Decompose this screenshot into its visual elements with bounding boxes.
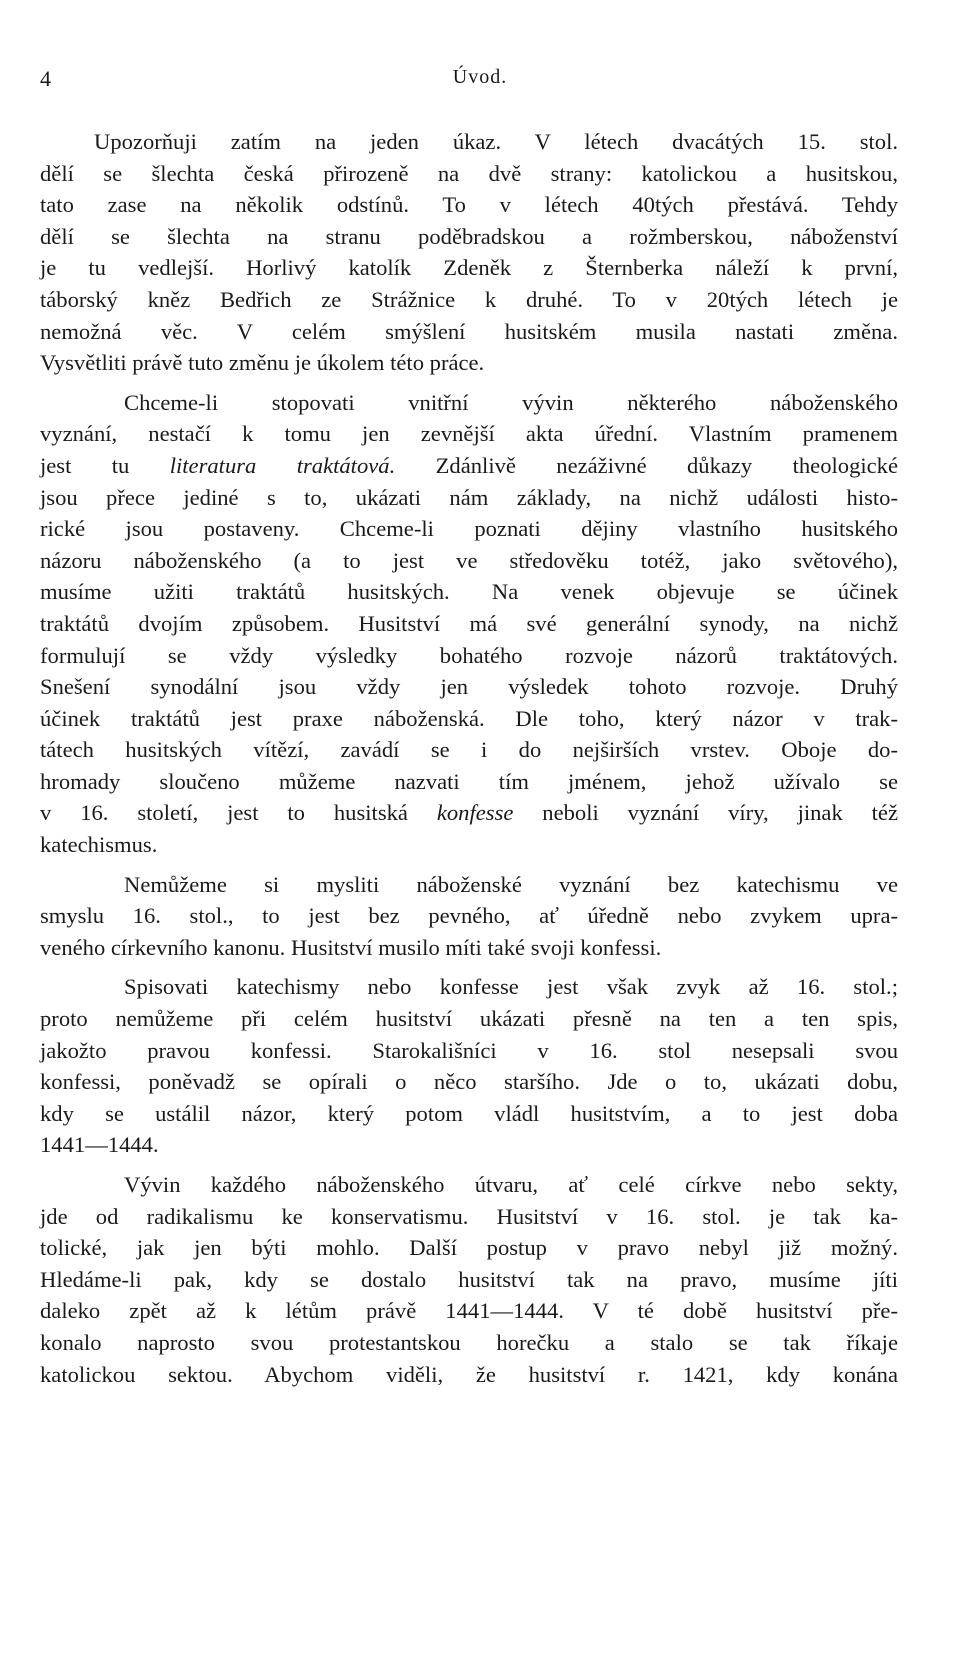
paragraph — [40, 126, 898, 379]
italic-term: literatura traktátová. — [169, 452, 396, 478]
paragraph — [40, 971, 898, 1161]
text-segment: jest tu — [40, 452, 170, 478]
text-line: Snešení synodální jsou vždy jen výsledek tohoto rozvoje. Druhý — [40, 674, 898, 700]
text-line: katolickou sektou. Abychom viděli, že husitství r. 1421, kdy konána — [40, 1361, 898, 1387]
text-line: traktátů dvojím způsobem. Husitství má své generální synody, na nichž — [40, 610, 898, 636]
paragraph — [40, 387, 898, 861]
text-line: jsou přece jediné s to, ukázati nám základy, na nichž události histo- — [40, 484, 898, 510]
text-line: Vývin každého náboženského útvaru, ať celé církve nebo sekty, — [124, 1172, 898, 1197]
text-line: dělí se šlechta česká přirozeně na dvě strany: katolickou a husitskou, — [40, 160, 898, 186]
text-line: vyznání, nestačí k tomu jen zevnější akta úřední. Vlastním pramenem — [40, 421, 898, 447]
text-line: smyslu 16. stol., to jest bez pevného, ať úředně nebo zvykem upra- — [40, 903, 898, 929]
text-line — [40, 450, 898, 482]
text-line: Upozorňuji zatím na jeden úkaz. V létech dvacátých 15. stol. — [94, 129, 898, 154]
text-line: názoru náboženského (a to jest ve středověku totéž, jako světového), — [40, 547, 898, 573]
text-segment: neboli vyznání víry, jinak též — [513, 800, 898, 826]
text-line: Vysvětliti právě tuto změnu je úkolem této práce. — [40, 350, 485, 376]
text-line: hromady sloučeno můžeme nazvati tím jménem, jehož užívalo se — [40, 768, 898, 794]
text-line: tátech husitských vítězí, zavádí se i do nejširších vrstev. Oboje do- — [40, 737, 898, 763]
text-line: táborský kněz Bedřich ze Strážnice k druhé. To v 20tých létech je — [40, 286, 898, 312]
text-line: musíme užiti traktátů husitských. Na venek objevuje se účinek — [40, 579, 898, 605]
text-line: jakožto pravou konfessi. Starokališníci v 16. stol nesepsali svou — [40, 1037, 898, 1063]
text-line: 1441—1444. — [40, 1132, 159, 1158]
text-line: Chceme-li stopovati vnitřní vývin některého náboženského — [124, 389, 898, 415]
paragraph — [40, 1169, 898, 1390]
text-segment: Zdánlivě nezáživné důkazy theologické — [395, 452, 899, 478]
text-line: daleko zpět až k létům právě 1441—1444. V té době husitství pře- — [40, 1298, 898, 1324]
italic-term: konfesse — [436, 800, 514, 826]
text-line: je tu vedlejší. Horlivý katolík Zdeněk z Šternberka náleží k první, — [40, 255, 898, 281]
text-line: účinek traktátů jest praxe náboženská. Dle toho, který názor v trak- — [40, 705, 898, 731]
running-title: Úvod. — [452, 66, 508, 88]
text-line: Spisovati katechismy nebo konfesse jest však zvyk až 16. stol.; — [124, 974, 898, 1000]
body-text — [40, 126, 898, 1398]
text-line: Hledáme-li pak, kdy se dostalo husitství tak na pravo, musíme jíti — [40, 1266, 898, 1292]
text-line: tolické, jak jen býti mohlo. Další postup v pravo nebyl již možný. — [40, 1235, 898, 1261]
text-line: nemožná věc. V celém smýšlení husitském musila nastati změna. — [40, 318, 898, 344]
text-segment: v 16. století, jest to husitská — [40, 800, 437, 826]
text-line: rické jsou postaveny. Chceme-li poznati dějiny vlastního husitského — [40, 516, 898, 542]
text-line: jde od radikalismu ke konservatismu. Husitství v 16. stol. je tak ka- — [40, 1203, 898, 1229]
text-line: tato zase na několik odstínů. To v létech 40tých přestává. Tehdy — [40, 192, 898, 218]
text-line: formulují se vždy výsledky bohatého rozvoje názorů traktátových. — [40, 642, 898, 668]
text-line: katechismus. — [40, 832, 158, 858]
text-line: Nemůžeme si mysliti náboženské vyznání bez katechismu ve — [124, 871, 898, 897]
paragraph — [40, 869, 898, 964]
text-line: konalo naprosto svou protestantskou horečku a stalo se tak říkaje — [40, 1329, 898, 1355]
text-line: konfessi, poněvadž se opírali o něco staršího. Jde o to, ukázati dobu, — [40, 1069, 898, 1095]
text-line — [40, 797, 898, 829]
text-line: proto nemůžeme při celém husitství ukázati přesně na ten a ten spis, — [40, 1006, 898, 1032]
text-line: kdy se ustálil názor, který potom vládl husitstvím, a to jest doba — [40, 1100, 898, 1126]
text-line: veného církevního kanonu. Husitství musilo míti také svoji konfessi. — [40, 934, 662, 960]
text-line: dělí se šlechta na stranu poděbradskou a rožmberskou, náboženství — [40, 223, 898, 249]
page-number: 4 — [40, 66, 51, 91]
